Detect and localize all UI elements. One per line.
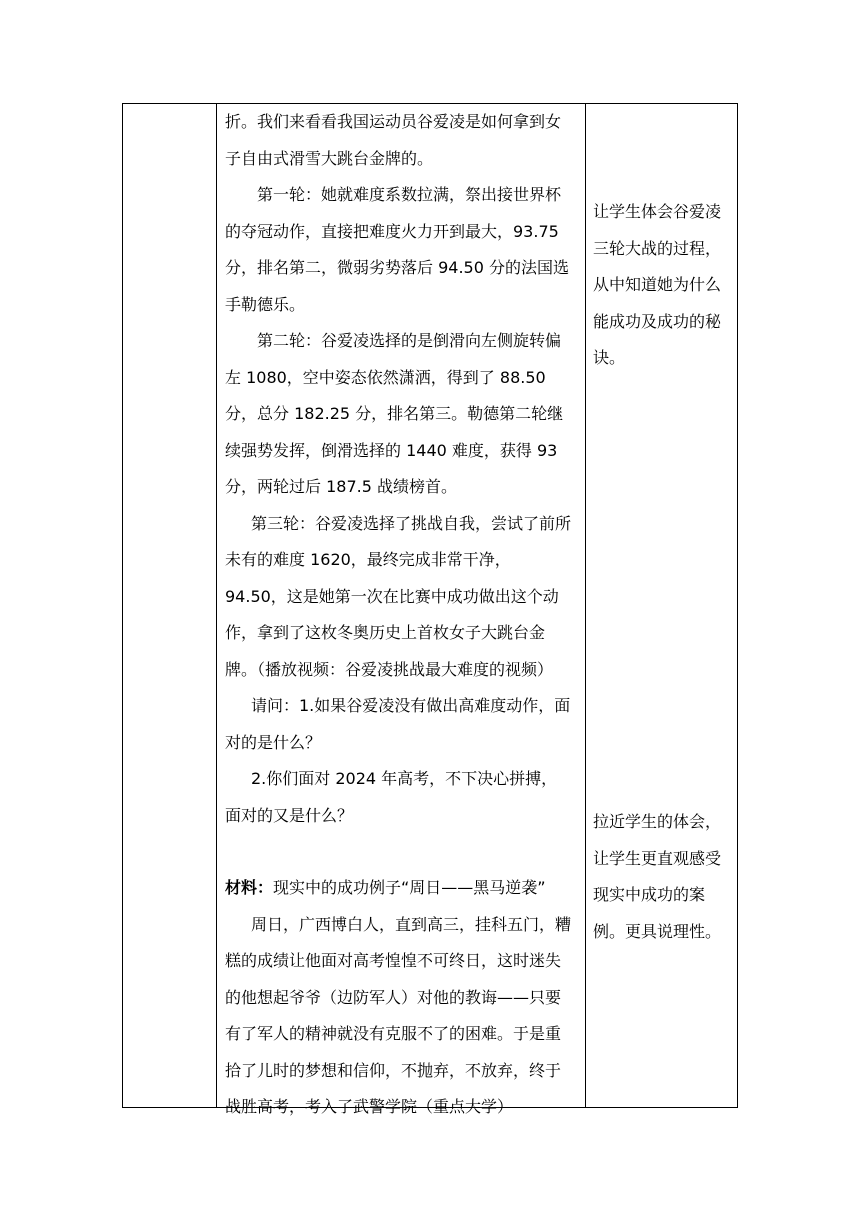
round-three-paragraph: 第三轮：谷爱凌选择了挑战自我，尝试了前所未有的难度 1620，最终完成非常干净，94.50，这是她第一次在比赛中成功做出这个动作，拿到了这枚冬奥历史上首枚女子大跳台金牌。（播放视频：谷爱凌挑战最大难度的视频） [225, 513, 572, 679]
teaching-content-cell [225, 104, 571, 1126]
round-two-paragraph: 第二轮：谷爱凌选择的是倒滑向左侧旋转偏左 1080，空中姿态依然潇洒，得到了 88.50 分，总分 182.25 分，排名第三。勒德第二轮继续强势发挥，倒滑选择的 1440 难度，获得 93 分，两轮过后 187.5 战绩榜首。 [225, 331, 564, 496]
material-title: 现实中的成功例子“周日——黑马逆袭” [273, 878, 546, 897]
lesson-table [122, 103, 738, 1116]
note-text-1: 让学生体会谷爱凌三轮大战的过程，从中知道她为什么能成功及成功的秘诀。 [593, 202, 722, 367]
question-one: 请问：1.如果谷爱凌没有做出高难度动作，面对的是什么？ [225, 696, 571, 752]
design-intent-note-1 [593, 194, 733, 377]
spacer [225, 834, 571, 870]
intro-paragraph: 折。我们来看看我国运动员谷爱凌是如何拿到女子自由式滑雪大跳台金牌的。 [225, 112, 562, 168]
round-one-paragraph: 第一轮：她就难度系数拉满，祭出接世界杯的夺冠动作，直接把难度火力开到最大，93.75分，排名第二，微弱劣势落后 94.50 分的法国选手勒德乐。 [225, 185, 569, 314]
column-divider-1 [216, 104, 217, 1107]
column-divider-2 [585, 104, 586, 1107]
question-two: 2.你们面对 2024 年高考，不下决心拼搏，面对的又是什么？ [225, 769, 558, 825]
material-label: 材料： [225, 878, 274, 897]
note-text-2: 拉近学生的体会，让学生更直观感受现实中成功的案例。更具说理性。 [593, 812, 722, 941]
material-heading [225, 870, 571, 907]
design-intent-note-2 [593, 804, 733, 950]
material-body: 周日，广西博白人，直到高三，挂科五门，糟糕的成绩让他面对高考惶惶不可终日，这时迷失的他想起爷爷（边防军人）对他的教诲——只要有了军人的精神就没有克服不了的困难。于是重拾了儿时的梦想和信仰，不抛弃，不放弃，终于战胜高考，考入了武警学院（重点大学） [225, 914, 572, 1116]
